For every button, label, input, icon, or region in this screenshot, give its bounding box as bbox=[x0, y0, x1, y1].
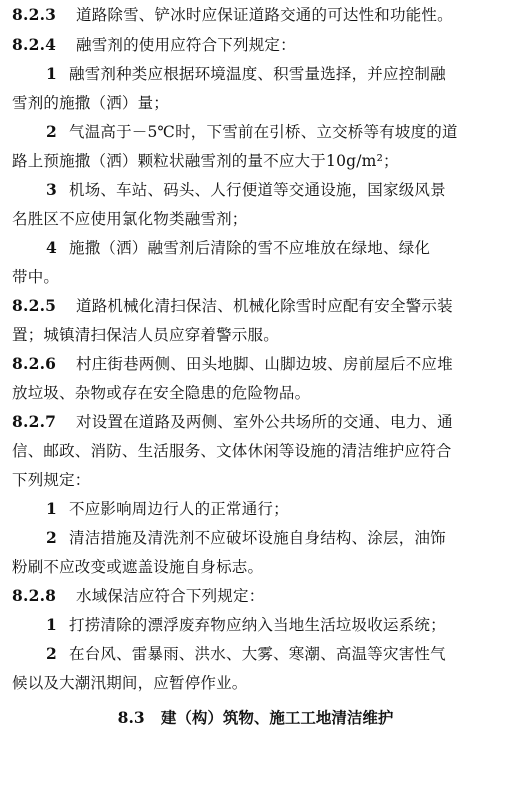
clause-text: 对设置在道路及两侧、室外公共场所的交通、电力、通 bbox=[76, 413, 453, 431]
item-text: 打捞清除的漂浮废弃物应纳入当地生活垃圾收运系统； bbox=[69, 616, 446, 634]
item-number: 2 bbox=[46, 528, 57, 547]
continuation-line: 粉刷不应改变或遮盖设施自身标志。 bbox=[12, 558, 264, 576]
section-heading bbox=[0, 708, 511, 728]
heading-text: 建（构）筑物、施工工地清洁维护 bbox=[160, 708, 394, 727]
clause-text: 水域保洁应符合下列规定： bbox=[76, 587, 265, 605]
list-item bbox=[46, 528, 503, 548]
continuation-line: 下列规定： bbox=[12, 471, 91, 489]
clause-text: 融雪剂的使用应符合下列规定： bbox=[76, 36, 296, 54]
item-number: 2 bbox=[46, 644, 57, 663]
item-text: 清洁措施及清洗剂不应破坏设施自身结构、涂层，油饰 bbox=[69, 529, 446, 547]
clause-text: 道路机械化清扫保洁、机械化除雪时应配有安全警示装 bbox=[76, 297, 453, 315]
clause-text: 道路除雪、铲冰时应保证道路交通的可达性和功能性。 bbox=[76, 6, 453, 24]
clause-8-2-3 bbox=[12, 5, 503, 25]
clause-8-2-6 bbox=[12, 354, 503, 374]
clause-number: 8.2.3 bbox=[12, 5, 57, 24]
continuation-line: 候以及大潮汛期间，应暂停作业。 bbox=[12, 674, 248, 692]
continuation-line: 放垃圾、杂物或存在安全隐患的危险物品。 bbox=[12, 384, 311, 402]
list-item bbox=[46, 499, 503, 519]
item-number: 3 bbox=[46, 180, 57, 199]
item-text: 气温高于－5℃时，下雪前在引桥、立交桥等有坡度的道 bbox=[69, 123, 458, 141]
clause-number: 8.2.5 bbox=[12, 296, 57, 315]
item-number: 1 bbox=[46, 615, 57, 634]
continuation-line: 名胜区不应使用氯化物类融雪剂； bbox=[12, 210, 248, 228]
item-number: 1 bbox=[46, 499, 57, 518]
clause-number: 8.2.7 bbox=[12, 412, 57, 431]
list-item bbox=[46, 64, 503, 84]
continuation-line: 带中。 bbox=[12, 268, 60, 286]
list-item bbox=[46, 615, 503, 635]
clause-text: 村庄街巷两侧、田头地脚、山脚边坡、房前屋后不应堆 bbox=[76, 355, 453, 373]
list-item bbox=[46, 122, 503, 142]
clause-number: 8.2.6 bbox=[12, 354, 57, 373]
item-text: 施撒（洒）融雪剂后清除的雪不应堆放在绿地、绿化 bbox=[69, 239, 431, 257]
continuation-line: 雪剂的施撒（洒）量； bbox=[12, 94, 170, 112]
item-text: 机场、车站、码头、人行便道等交通设施，国家级风景 bbox=[69, 181, 446, 199]
continuation-line: 置；城镇清扫保洁人员应穿着警示服。 bbox=[12, 326, 279, 344]
clause-8-2-4 bbox=[12, 35, 503, 55]
clause-8-2-5 bbox=[12, 296, 503, 316]
item-number: 4 bbox=[46, 238, 57, 257]
item-text: 融雪剂种类应根据环境温度、积雪量选择，并应控制融 bbox=[69, 65, 446, 83]
list-item bbox=[46, 180, 503, 200]
item-text: 不应影响周边行人的正常通行； bbox=[69, 500, 289, 518]
item-number: 1 bbox=[46, 64, 57, 83]
heading-number: 8.3 bbox=[117, 708, 145, 727]
continuation-line: 路上预施撒（洒）颗粒状融雪剂的量不应大于10g/m²； bbox=[12, 152, 399, 170]
item-number: 2 bbox=[46, 122, 57, 141]
clause-number: 8.2.4 bbox=[12, 35, 57, 54]
continuation-line: 信、邮政、消防、生活服务、文体休闲等设施的清洁维护应符合 bbox=[12, 442, 452, 460]
list-item bbox=[46, 238, 503, 258]
clause-8-2-7 bbox=[12, 412, 503, 432]
list-item bbox=[46, 644, 503, 664]
clause-8-2-8 bbox=[12, 586, 503, 606]
clause-number: 8.2.8 bbox=[12, 586, 57, 605]
item-text: 在台风、雷暴雨、洪水、大雾、寒潮、高温等灾害性气 bbox=[69, 645, 446, 663]
